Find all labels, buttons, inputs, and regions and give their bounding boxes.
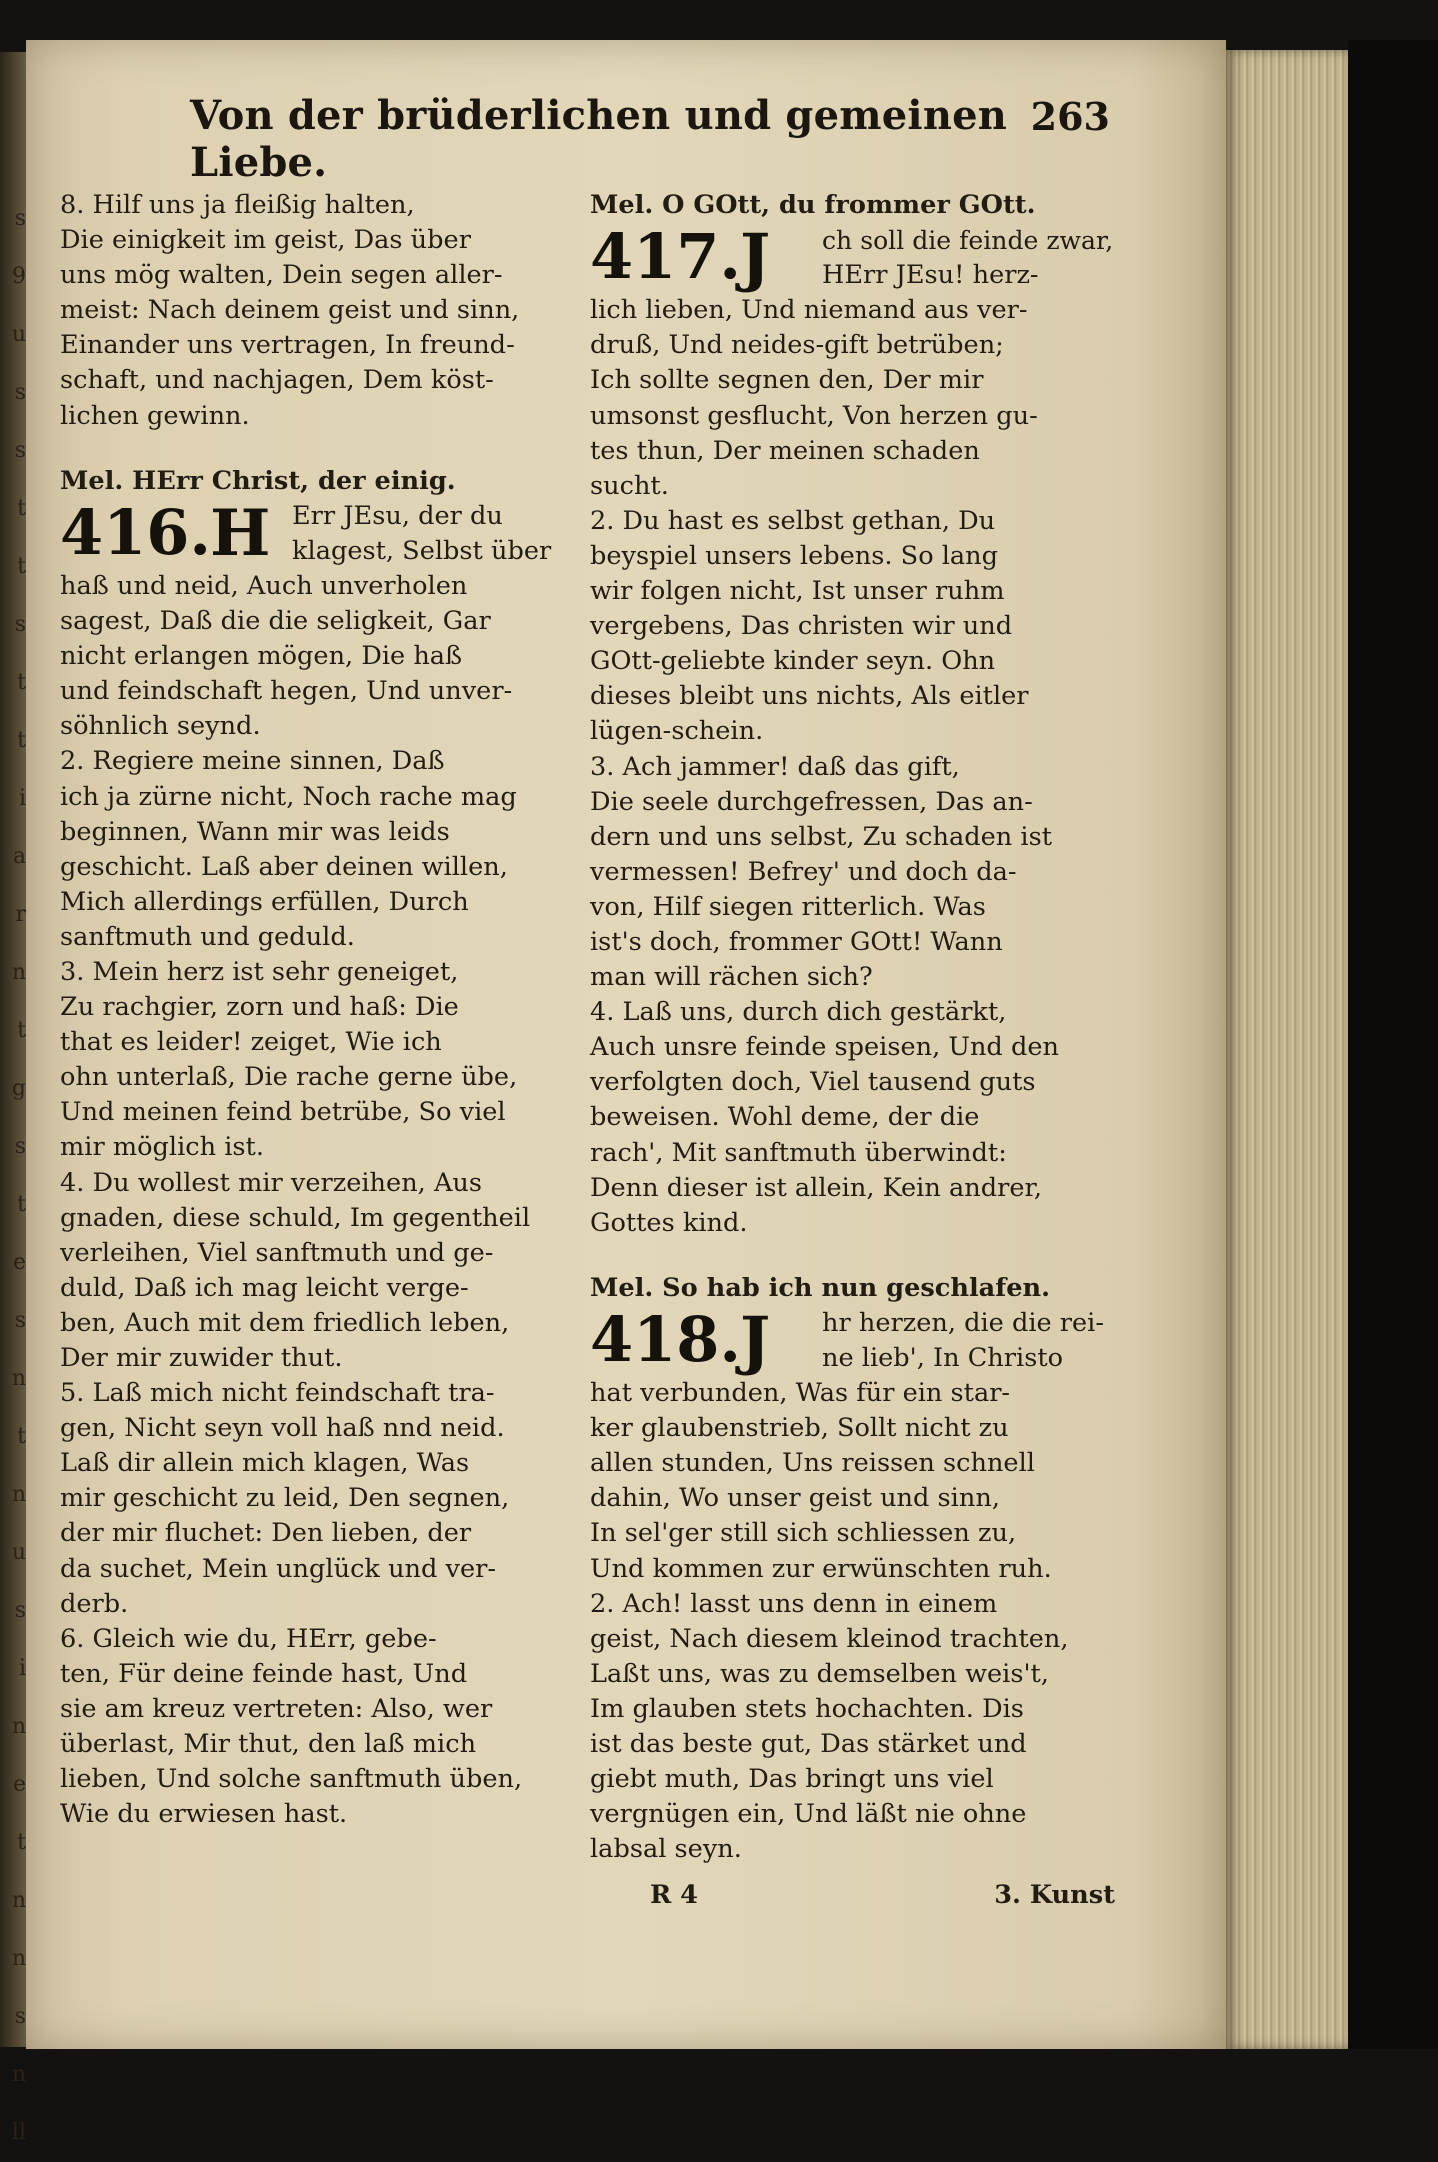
text-line: Die einigkeit im geist, Das über [60, 225, 471, 256]
text-line: beyspiel unsers lebens. So lang [590, 540, 999, 571]
text-line: Mich allerdings erfüllen, Durch [60, 886, 469, 917]
text-line: 4. Du wollest mir verzeihen, Aus [60, 1167, 483, 1198]
margin-fragment: t [17, 1192, 26, 1217]
margin-fragment: g [11, 1076, 26, 1101]
margin-fragment: t [17, 728, 26, 753]
text-line: Im glauben stets hochachten. Dis [590, 1693, 1024, 1724]
text-line: sucht. [590, 470, 669, 501]
text-line: sagest, Daß die die seligkeit, Gar [60, 606, 491, 637]
text-line: giebt muth, Das bringt uns viel [590, 1764, 994, 1795]
dropcap-416: H [210, 495, 271, 571]
hymn-number-417: 417. [590, 220, 742, 294]
text-line: der mir fluchet: Den lieben, der [60, 1518, 472, 1549]
margin-fragment: n [11, 960, 26, 985]
text-line: 4. Laß uns, durch dich gestärkt, [590, 997, 1007, 1028]
margin-fragment: a [12, 844, 26, 869]
text-line: ohn unterlaß, Die rache gerne übe, [60, 1062, 518, 1093]
text-line: umsonst gesflucht, Von herzen gu- [590, 400, 1038, 431]
text-line: 3. Ach jammer! daß das gift, [590, 751, 960, 782]
text-line: dieses bleibt uns nichts, Als eitler [590, 681, 1029, 712]
text-line: lügen-schein. [590, 716, 764, 747]
text-line: that es leider! zeiget, Wie ich [60, 1027, 442, 1058]
text-line: sanftmuth und geduld. [60, 921, 355, 952]
text-line: 3. Mein herz ist sehr geneiget, [60, 956, 459, 987]
hymn-418-head-line-2: ne lieb', In Christo [822, 1343, 1064, 1373]
margin-fragment: n [11, 1888, 26, 1913]
margin-fragment: ll [11, 2120, 26, 2145]
text-line: vergebens, Das christen wir und [590, 611, 1013, 642]
text-line: ben, Auch mit dem friedlich leben, [60, 1307, 510, 1338]
text-line: 2. Ach! lasst uns denn in einem [590, 1588, 998, 1619]
text-line: labsal seyn. [590, 1834, 742, 1865]
melody-line-418: Mel. So hab ich nun geschlafen. [590, 1272, 1051, 1303]
melody-line-416: Mel. HErr Christ, der einig. [60, 465, 456, 496]
text-line: allen stunden, Uns reissen schnell [590, 1448, 1035, 1479]
text-line: haß und neid, Auch unverholen [60, 570, 468, 601]
text-line: derb. [60, 1588, 129, 1619]
text-line: rach', Mit sanftmuth überwindt: [590, 1137, 1007, 1168]
margin-fragment: t [17, 496, 26, 521]
text-line: Der mir zuwider thut. [60, 1343, 343, 1373]
text-line: Wie du erwiesen hast. [60, 1799, 348, 1830]
text-line: Laßt uns, was zu demselben weis't, [590, 1658, 1049, 1689]
hymn-418-text [590, 1376, 1115, 1867]
text-line: man will rächen sich? [590, 962, 873, 993]
text-line: geschicht. Laß aber deinen willen, [60, 851, 508, 882]
text-line: Zu rachgier, zorn und haß: Die [60, 992, 459, 1023]
hymn-416-head-line-2: klagest, Selbst über [292, 535, 552, 566]
text-line: verfolgten doch, Viel tausend guts [590, 1067, 1036, 1098]
text-line: GOtt-geliebte kinder seyn. Ohn [590, 646, 996, 677]
margin-fragment: i [18, 1656, 26, 1681]
margin-fragment: s [14, 206, 26, 231]
text-line: schaft, und nachjagen, Dem köst- [60, 365, 494, 396]
margin-fragment: u [11, 322, 26, 347]
margin-fragment: u [11, 1540, 26, 1565]
text-line: beweisen. Wohl deme, der die [590, 1102, 980, 1133]
hymn-418-heading [590, 1302, 1115, 1378]
text-line: hat verbunden, Was für ein star- [590, 1378, 1011, 1409]
text-line: ker glaubenstrieb, Sollt nicht zu [590, 1413, 1009, 1444]
margin-fragment: t [17, 670, 26, 695]
margin-fragment: n [11, 2062, 26, 2087]
text-line: Die seele durchgefressen, Das an- [590, 786, 1033, 817]
text-line: Und kommen zur erwünschten ruh. [590, 1553, 1052, 1584]
hymn-416-heading [60, 495, 580, 571]
text-line: Laß dir allein mich klagen, Was [60, 1448, 470, 1479]
text-line: geist, Nach diesem kleinod trachten, [590, 1623, 1069, 1654]
text-line: verleihen, Viel sanftmuth und ge- [60, 1237, 494, 1268]
margin-fragment: s [14, 380, 26, 405]
margin-fragment: s [14, 2004, 26, 2029]
margin-fragment: r [15, 902, 26, 927]
text-line: vermessen! Befrey' und doch da- [590, 856, 1017, 887]
margin-fragment: t [17, 1424, 26, 1449]
text-line: 2. Regiere meine sinnen, Daß [60, 746, 445, 777]
margin-fragment: t [17, 554, 26, 579]
text-line: dahin, Wo unser geist und sinn, [590, 1483, 1000, 1514]
text-line: überlast, Mir thut, den laß mich [60, 1729, 477, 1760]
page-footer [590, 1880, 1115, 1920]
text-line: nicht erlangen mögen, Die haß [60, 641, 463, 672]
margin-fragment: 9 [12, 264, 26, 289]
hymn-417-head-line-2: HErr JEsu! herz- [822, 260, 1039, 291]
margin-fragment: t [17, 1018, 26, 1043]
text-line: und feindschaft hegen, Und unver- [60, 676, 513, 707]
hymn-number-418: 418. [590, 1302, 742, 1376]
margin-fragment: s [14, 1134, 26, 1159]
hymn-417-text [590, 293, 1115, 1241]
text-line: von, Hilf siegen ritterlich. Was [590, 891, 986, 922]
text-line: ich ja zürne nicht, Noch rache mag [60, 781, 517, 812]
text-line: Ich sollte segnen den, Der mir [590, 365, 984, 396]
catchword: 3. Kunst [994, 1880, 1115, 1910]
margin-fragment: s [14, 1308, 26, 1333]
text-line: 2. Du hast es selbst gethan, Du [590, 505, 996, 536]
text-line: Und meinen feind betrübe, So viel [60, 1097, 506, 1128]
text-line: 8. Hilf uns ja fleißig halten, [60, 190, 415, 220]
margin-fragment: n [11, 1946, 26, 1971]
text-line: Gottes kind. [590, 1207, 748, 1238]
dropcap-418: J [740, 1302, 771, 1378]
background-shadow [1348, 40, 1438, 2049]
dropcap-417: J [740, 220, 771, 296]
text-line: 5. Laß mich nicht feindschaft tra- [60, 1378, 495, 1409]
hymn-416-head-line-1: Err JEsu, der du [292, 500, 503, 531]
hymn-number-416: 416. [60, 495, 212, 569]
margin-fragment: e [12, 1250, 26, 1275]
margin-fragment: i [18, 786, 26, 811]
text-line: Auch unsre feinde speisen, Und den [590, 1032, 1059, 1063]
text-line: ist das beste gut, Das stärket und [590, 1729, 1027, 1760]
page-header [190, 92, 1110, 186]
text-line: ten, Für deine feinde hast, Und [60, 1658, 468, 1689]
text-line: gen, Nicht seyn voll haß nnd neid. [60, 1413, 505, 1444]
margin-fragment: s [14, 1598, 26, 1623]
text-line: mir geschicht zu leid, Den segnen, [60, 1483, 510, 1514]
margin-fragment: n [11, 1482, 26, 1507]
text-line: dern und uns selbst, Zu schaden ist [590, 821, 1053, 852]
text-line: Denn dieser ist allein, Kein andrer, [590, 1172, 1043, 1203]
text-line: gnaden, diese schuld, Im gegentheil [60, 1202, 531, 1233]
text-line: ist's doch, frommer GOtt! Wann [590, 926, 1003, 957]
text-line: sie am kreuz vertreten: Also, wer [60, 1693, 493, 1724]
hymn-417-heading [590, 220, 1115, 296]
text-line: vergnügen ein, Und läßt nie ohne [590, 1799, 1027, 1830]
margin-fragment: t [17, 1830, 26, 1855]
text-line: söhnlich seynd. [60, 711, 261, 742]
text-line: beginnen, Wann mir was leids [60, 816, 450, 847]
text-line: lich lieben, Und niemand aus ver- [590, 295, 1028, 326]
right-column [590, 188, 1115, 1867]
page-number: 263 [1030, 94, 1110, 139]
text-line: da suchet, Mein unglück und ver- [60, 1553, 497, 1584]
page-edges [1226, 50, 1348, 2049]
left-margin-fragments [4, 190, 26, 2145]
text-line: druß, Und neides-gift betrüben; [590, 330, 1004, 361]
running-title: Von der brüderlichen und gemeinen Liebe. [190, 92, 1008, 186]
text-line: 6. Gleich wie du, HErr, gebe- [60, 1623, 437, 1654]
hymn-416-text [60, 569, 580, 1832]
text-line: duld, Daß ich mag leicht verge- [60, 1272, 469, 1303]
signature-mark: R 4 [650, 1880, 698, 1910]
text-line: lichen gewinn. [60, 400, 250, 431]
margin-fragment: s [14, 612, 26, 637]
text-line: wir folgen nicht, Ist unser ruhm [590, 576, 1005, 607]
text-line: tes thun, Der meinen schaden [590, 435, 980, 466]
text-line: lieben, Und solche sanftmuth üben, [60, 1764, 523, 1795]
text-line: mir möglich ist. [60, 1132, 264, 1163]
hymn-415-stanza-8 [60, 188, 580, 434]
hymn-418-head-line-1: hr herzen, die die rei- [822, 1307, 1105, 1338]
margin-fragment: n [11, 1366, 26, 1391]
text-line: meist: Nach deinem geist und sinn, [60, 295, 520, 326]
text-line: Einander uns vertragen, In freund- [60, 330, 515, 361]
left-column [60, 188, 580, 1832]
text-line: In sel'ger still sich schliessen zu, [590, 1518, 1017, 1549]
margin-fragment: s [14, 438, 26, 463]
margin-fragment: n [11, 1714, 26, 1739]
hymn-417-head-line-1: ch soll die feinde zwar, [822, 226, 1114, 256]
text-line: uns mög walten, Dein segen aller- [60, 260, 503, 291]
melody-line-417: Mel. O GOtt, du frommer GOtt. [590, 190, 1036, 220]
margin-fragment: e [12, 1772, 26, 1797]
